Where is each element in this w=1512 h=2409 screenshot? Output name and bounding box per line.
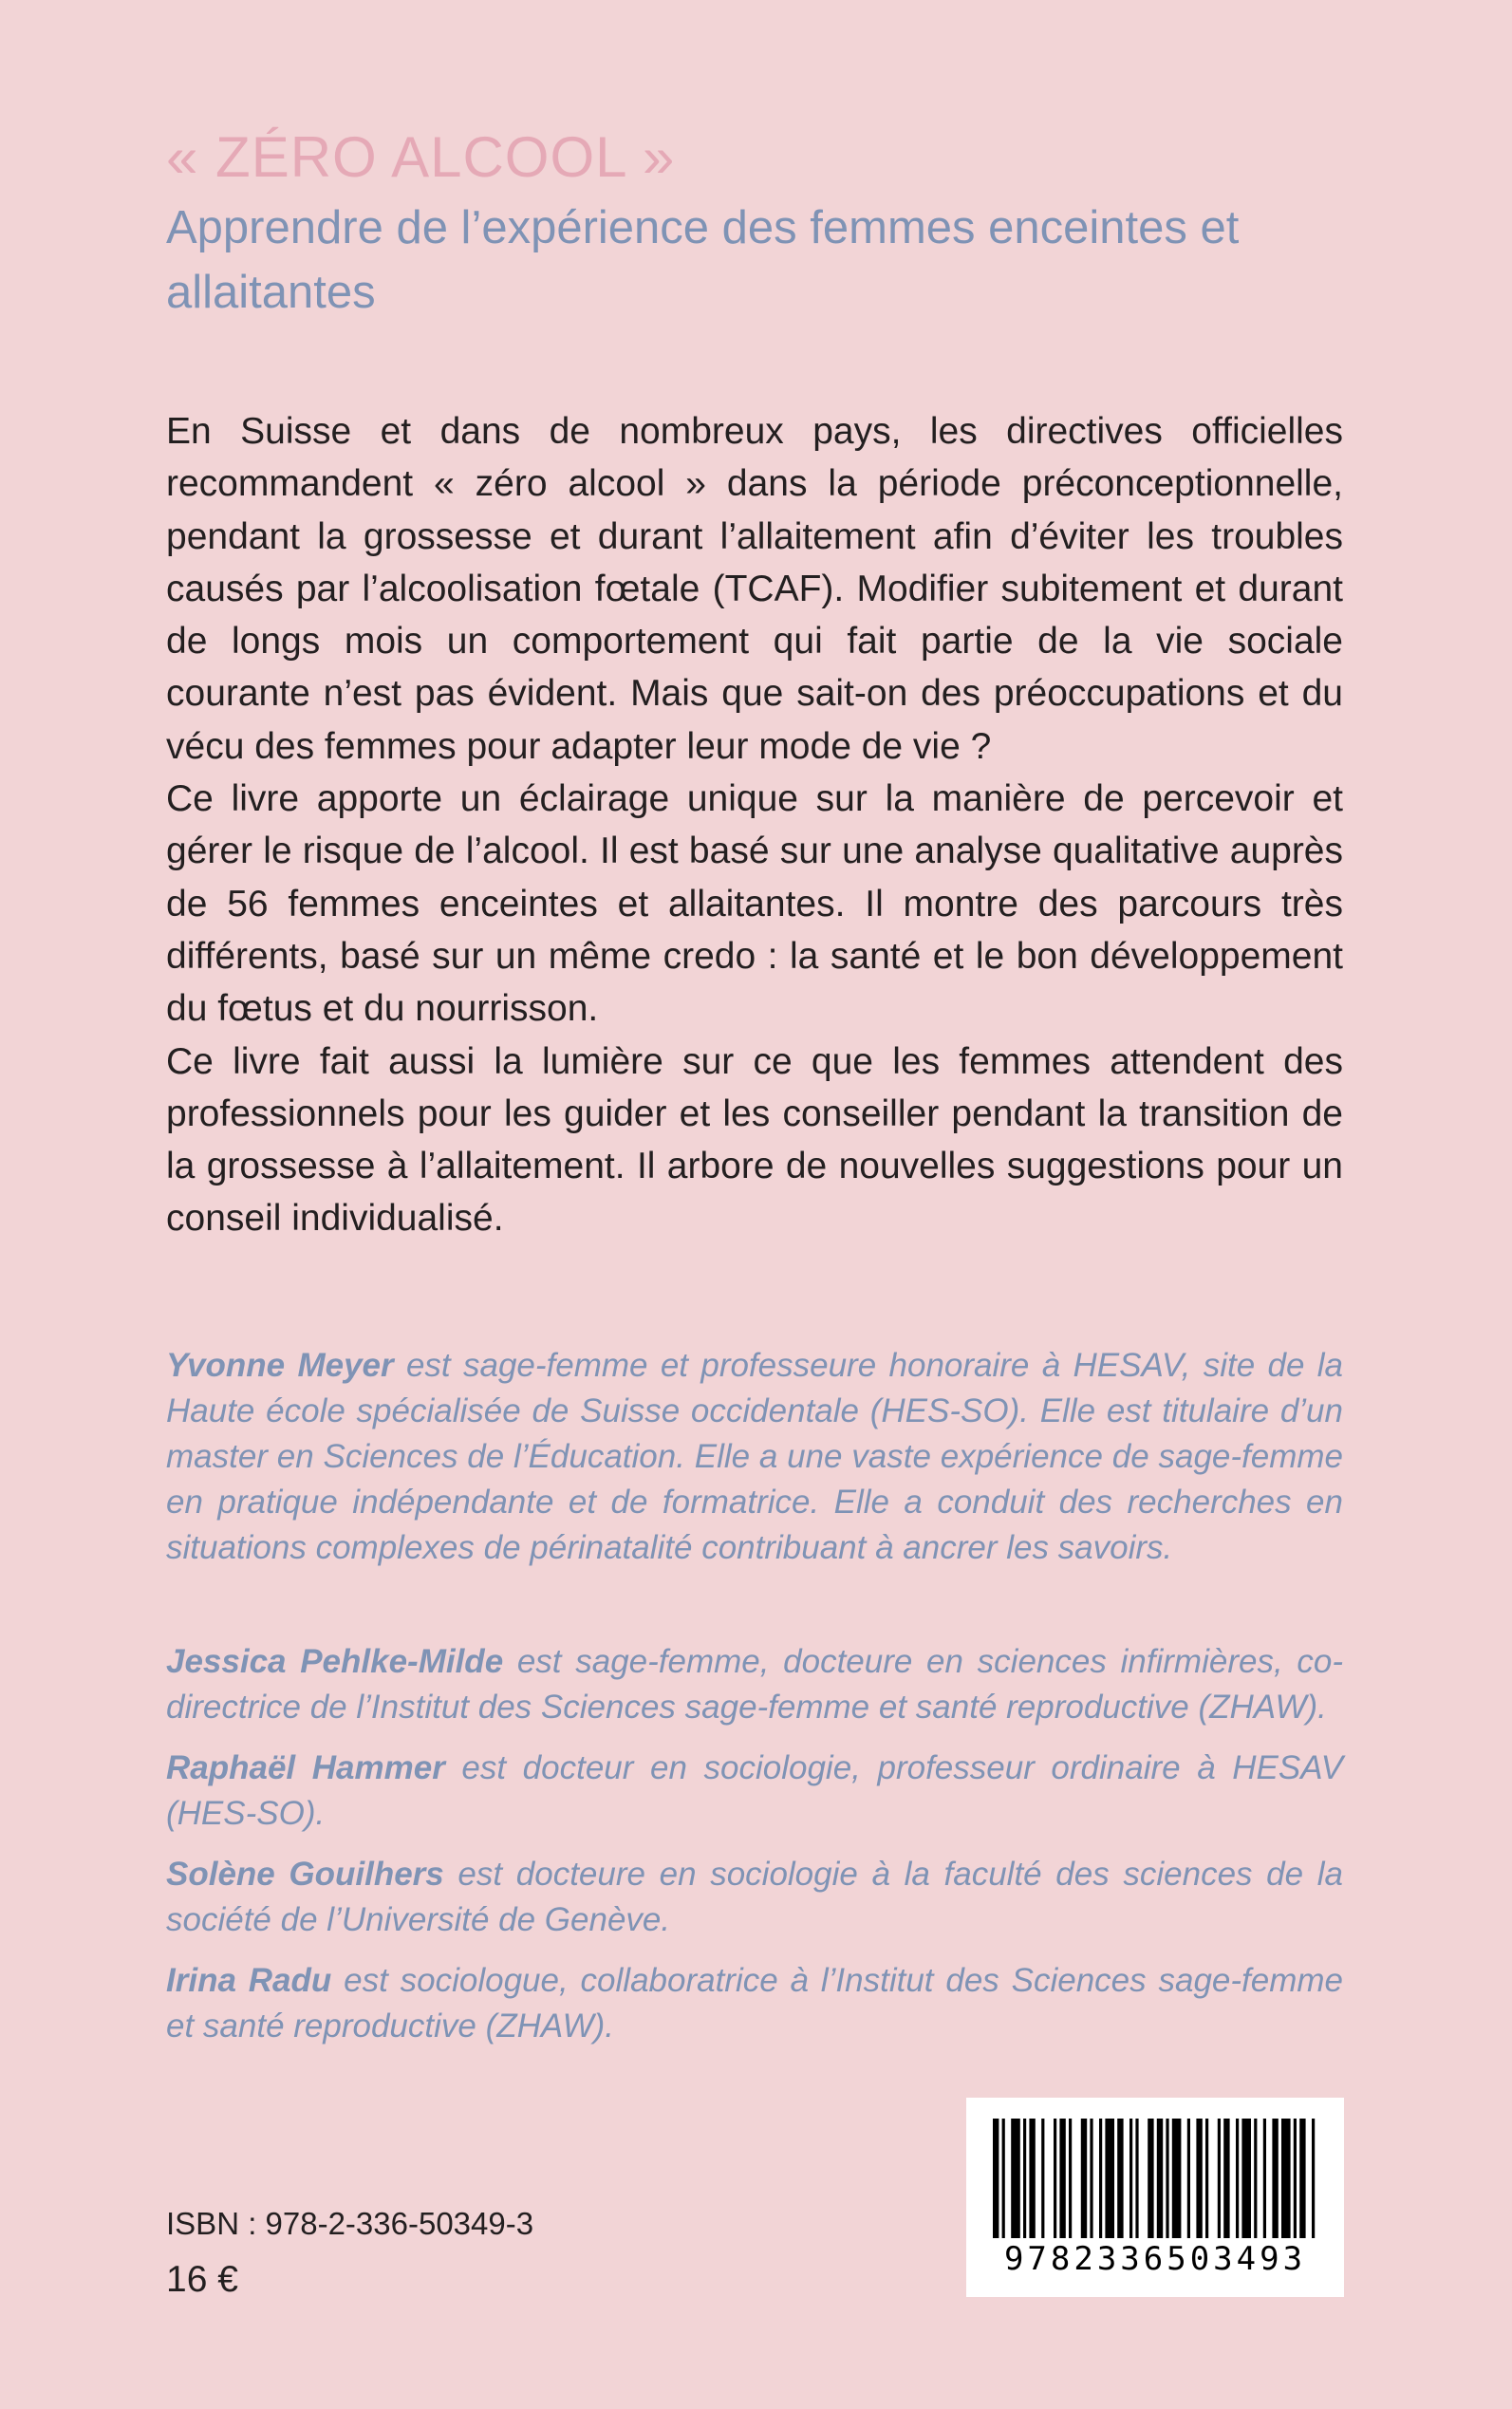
description-paragraph: Ce livre fait aussi la lumière sur ce que les femmes attendent des professionnels pour les guider et les conseiller pendant la transition de la grossesse à l’allaitement. Il arbore de nouvelles suggestions pour un conseil individualisé. xyxy=(166,1040,1343,1240)
price-text: 16 € xyxy=(166,2259,238,2300)
author-bio xyxy=(166,1639,1343,1730)
barcode-bar xyxy=(1254,2119,1257,2238)
barcode-bar xyxy=(1054,2119,1056,2238)
barcode-bar xyxy=(1148,2119,1153,2238)
barcode-bar xyxy=(1023,2119,1026,2238)
barcode-bar xyxy=(1172,2119,1182,2238)
barcode-bar xyxy=(1312,2119,1315,2238)
author-bio-text: est sage-femme, docteure en sciences infirmières, co-directrice de l’Institut des Sciences sage-femme et santé reproductive (ZHAW). xyxy=(166,1643,1343,1726)
barcode-bar xyxy=(993,2119,999,2238)
description-paragraph: Ce livre apporte un éclairage unique sur la manière de percevoir et gérer le risque de l’alcool. Il est basé sur une analyse qualitative auprès de 56 femmes enceintes et allaitantes. Il montre des parcours très différents, basé sur un même credo : la santé et le bon développement du fœtus et du nourrisson. xyxy=(166,778,1343,1030)
barcode-bar xyxy=(1281,2119,1291,2238)
author-bio-text: est docteure en sociologie à la faculté des sciences de la société de l’Université de Genève. xyxy=(166,1856,1343,1938)
author-bio xyxy=(166,1746,1343,1837)
author-bio xyxy=(166,1343,1343,1571)
barcode-bar xyxy=(1218,2119,1221,2238)
barcode-bar xyxy=(1041,2119,1044,2238)
author-bios xyxy=(166,1343,1343,2064)
barcode-bar xyxy=(1081,2119,1087,2238)
barcode-bar xyxy=(1223,2119,1229,2238)
barcode-bar xyxy=(1205,2119,1208,2238)
barcode-bar xyxy=(1011,2119,1020,2238)
author-bio-text: est sage-femme et professeure honoraire à HESAV, site de la Haute école spécialisée de Suisse occidentale (HES-SO). Elle est titulaire d’un master en Sciences de l’Éducation. Elle a une vaste expérience de sage-femme en pratique indépendante et de formatrice. Elle a conduit des recherches en situations complexes de périnatalité contribuant à ancrer les savoirs. xyxy=(166,1347,1343,1566)
barcode-bar xyxy=(1105,2119,1114,2238)
barcode xyxy=(966,2098,1344,2297)
book-subtitle: Apprendre de l’expérience des femmes enceintes et allaitantes xyxy=(166,202,1240,318)
author-name: Solène Gouilhers xyxy=(166,1856,444,1893)
description-paragraph: En Suisse et dans de nombreux pays, les directives officielles recommandent « zéro alcool » dans la période préconceptionnelle, pendant la grossesse et durant l’allaitement afin d’éviter les troubles causés par l’alcoolisation fœtale (TCAF). Modifier subitement et durant de longs mois un comportement qui fait partie de la vie sociale courante n’est pas évident. Mais que sait-on des préoccupations et du vécu des femmes pour adapter leur mode de vie ? xyxy=(166,411,1343,767)
barcode-bar xyxy=(1241,2119,1251,2238)
barcode-bar xyxy=(1157,2119,1163,2238)
barcode-bar xyxy=(1135,2119,1138,2238)
barcode-bar xyxy=(1196,2119,1202,2238)
barcode-bar xyxy=(1029,2119,1035,2238)
barcode-bar xyxy=(1272,2119,1278,2238)
barcode-digits: 9782336503493 xyxy=(1003,2240,1307,2278)
barcode-bar xyxy=(1294,2119,1297,2238)
author-bio-text: est docteur en sociologie, professeur ordinaire à HESAV (HES-SO). xyxy=(166,1749,1343,1832)
book-title: « ZÉRO ALCOOL » xyxy=(166,125,676,189)
barcode-bar xyxy=(1117,2119,1123,2238)
barcode-bar xyxy=(1099,2119,1102,2238)
barcode-bar xyxy=(1129,2119,1132,2238)
author-bio xyxy=(166,1852,1343,1943)
barcode-bar xyxy=(1299,2119,1305,2238)
isbn-text: ISBN : 978-2-336-50349-3 xyxy=(166,2206,534,2241)
barcode-bar xyxy=(1002,2119,1005,2238)
author-name: Irina Radu xyxy=(166,1962,332,1999)
barcode-bar xyxy=(1187,2119,1190,2238)
barcode-bar xyxy=(1236,2119,1239,2238)
author-name: Yvonne Meyer xyxy=(166,1347,394,1384)
barcode-bar xyxy=(1166,2119,1168,2238)
book-description xyxy=(166,405,1343,1245)
barcode-bar xyxy=(1059,2119,1065,2238)
barcode-bar xyxy=(1263,2119,1266,2238)
barcode-bar xyxy=(1069,2119,1072,2238)
author-name: Jessica Pehlke-Milde xyxy=(166,1643,504,1680)
barcode-bar xyxy=(1090,2119,1092,2238)
author-bio xyxy=(166,1958,1343,2049)
author-name: Raphaël Hammer xyxy=(166,1749,445,1786)
author-bio-text: est sociologue, collaboratrice à l’Institut des Sciences sage-femme et santé reproductive (ZHAW). xyxy=(166,1962,1343,2045)
